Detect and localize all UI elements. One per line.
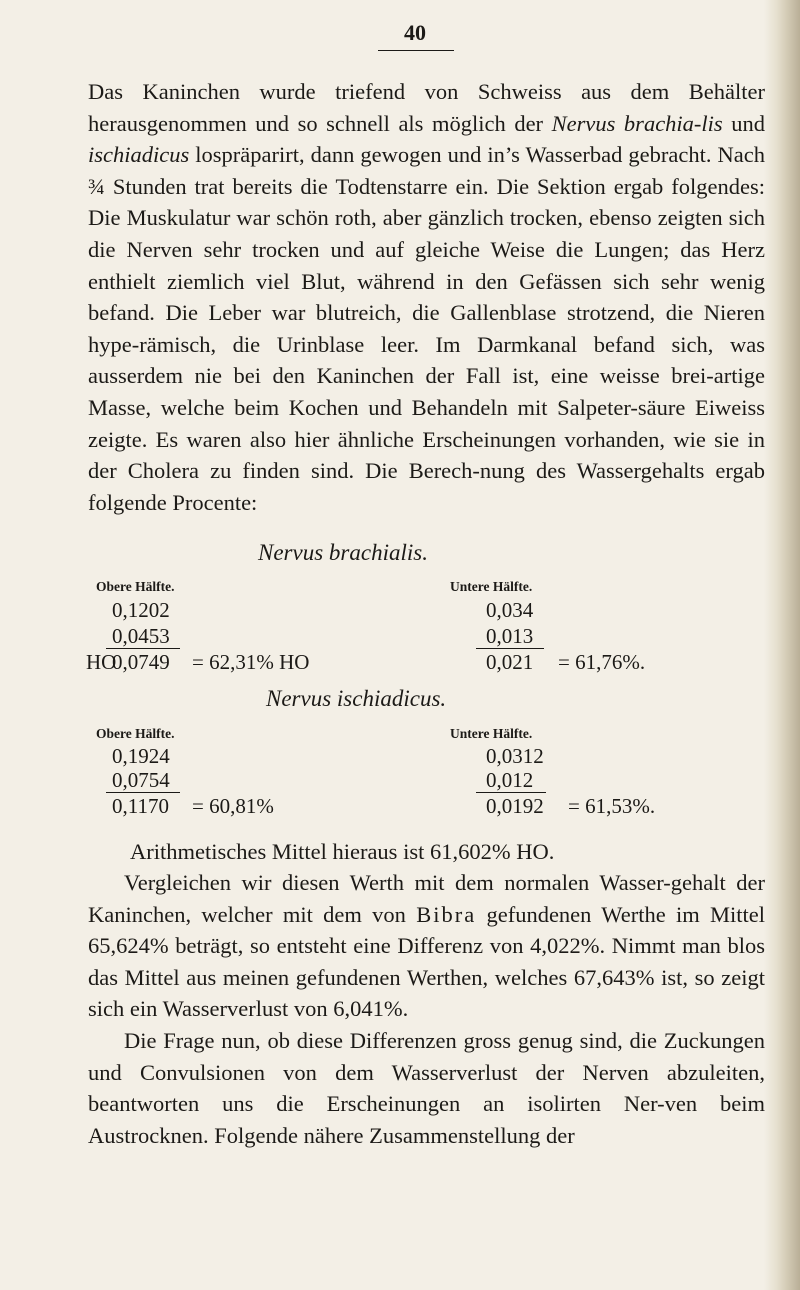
brachialis-lower-value-2: 0,013 xyxy=(486,624,534,648)
paragraph-3: Die Frage nun, ob diese Differenzen gross genug sind, die Zuckungen und Convulsionen von dem Wasserverlust der Nerven abzuleiten, beantworten uns die Erscheinungen an isolirten Ner-ven beim Austrocknen. Folgende nähere Zusammenstellung der xyxy=(88,1028,765,1148)
ischiadicus-upper-value-1: 0,1924 xyxy=(112,744,170,768)
table-heading-brachialis: Nervus brachialis. xyxy=(258,540,428,565)
author-name-bibra: Bibra xyxy=(416,901,477,927)
paragraph-2-text-b: gefundenen Werthe im Mittel 65,624% beträgt, so entsteht eine Differenz von 4,022%. Nimmt man blos das Mittel aus meinen gefundenen Werthen, welches 67,643% ist, so zeigt sich ein Wasserverlust von 6,041%. xyxy=(88,901,766,1022)
brachialis-upper-sum-rule xyxy=(106,648,180,649)
brachialis-lower-sum: 0,021 xyxy=(486,650,534,674)
paragraph-1-text-b: und xyxy=(722,110,766,136)
paragraph-2-text-a: Vergleichen wir diesen Werth mit dem normalen Wasser-gehalt der Kaninchen, welcher mit dem von xyxy=(88,870,765,927)
brachialis-upper-result: = 62,31% HO xyxy=(192,650,310,674)
paragraph-1-text-c: lospräparirt, dann gewogen und in’s Wasserbad gebracht. Nach ¾ Stunden trat bereits die Todtenstarre ein. Die Sektion ergab folgendes: Die Muskulatur war schön roth, aber gänzlich trocken, ebenso zeigten sich die Nerven sehr trocken und auf gleiche Weise die Lungen; das Herz enthielt ziemlich viel Blut, während in den Gefässen sich sehr wenig befand. Die Leber war blutreich, die Gallenblase strotzend, die Nieren hype-rämisch, die Urinblase leer. Im Darmkanal befand sich, was ausserdem nie bei den Kaninchen der Fall ist, eine weisse brei-artige Masse, welche beim Kochen und Behandeln mit Salpeter-säure Eiweiss zeigte. Es waren also hier ähnliche Erscheinungen vorhanden, wie sie in der Cholera zu finden sind. Die Berech-nung des Wassergehalts ergab folgende Procente: xyxy=(88,142,765,515)
brachialis-lower-value-1: 0,034 xyxy=(486,598,534,622)
brachialis-upper-sum: 0,0749 xyxy=(112,650,170,674)
brachialis-lower-label: Untere Hälfte. xyxy=(450,579,533,594)
nerve-name-brachialis: Nervus brachia-lis xyxy=(551,110,723,136)
table-heading-ischiadicus: Nervus ischiadicus. xyxy=(266,686,447,711)
ischiadicus-lower-sum: 0,0192 xyxy=(486,794,544,818)
page-number: 40 xyxy=(404,20,426,45)
ischiadicus-lower-value-1: 0,0312 xyxy=(486,744,544,768)
ischiadicus-upper-result: = 60,81% xyxy=(192,794,274,818)
arithmetic-mean-line: Arithmetisches Mittel hieraus ist 61,602% HO. xyxy=(130,839,555,864)
page-number-rule xyxy=(378,50,454,51)
page-edge-shadow xyxy=(764,0,800,1290)
paragraph-1 xyxy=(88,76,765,518)
brachialis-upper-label: Obere Hälfte. xyxy=(96,579,175,594)
paragraph-2 xyxy=(88,867,765,1025)
ischiadicus-lower-value-2: 0,012 xyxy=(486,768,534,792)
brachialis-upper-value-1: 0,1202 xyxy=(112,598,170,622)
water-content-table xyxy=(88,540,765,840)
brachialis-upper-value-2: 0,0453 xyxy=(112,624,170,648)
ischiadicus-upper-label: Obere Hälfte. xyxy=(96,726,175,741)
brachialis-lower-sum-rule xyxy=(476,648,544,649)
brachialis-lower-result: = 61,76%. xyxy=(558,650,646,674)
nerve-name-ischiadicus: ischiadicus xyxy=(88,142,190,168)
brachialis-upper-prefix: HO xyxy=(86,650,117,674)
ischiadicus-upper-sum-rule xyxy=(106,792,180,793)
ischiadicus-upper-sum: 0,1170 xyxy=(112,794,169,818)
ischiadicus-lower-label: Untere Hälfte. xyxy=(450,726,533,741)
paragraph-1-text-a: Das Kaninchen wurde triefend von Schweiss aus dem Behälter herausgenommen und so schnell als möglich der xyxy=(88,79,765,136)
ischiadicus-lower-result: = 61,53%. xyxy=(568,794,656,818)
ischiadicus-upper-value-2: 0,0754 xyxy=(112,768,170,792)
ischiadicus-lower-sum-rule xyxy=(476,792,546,793)
